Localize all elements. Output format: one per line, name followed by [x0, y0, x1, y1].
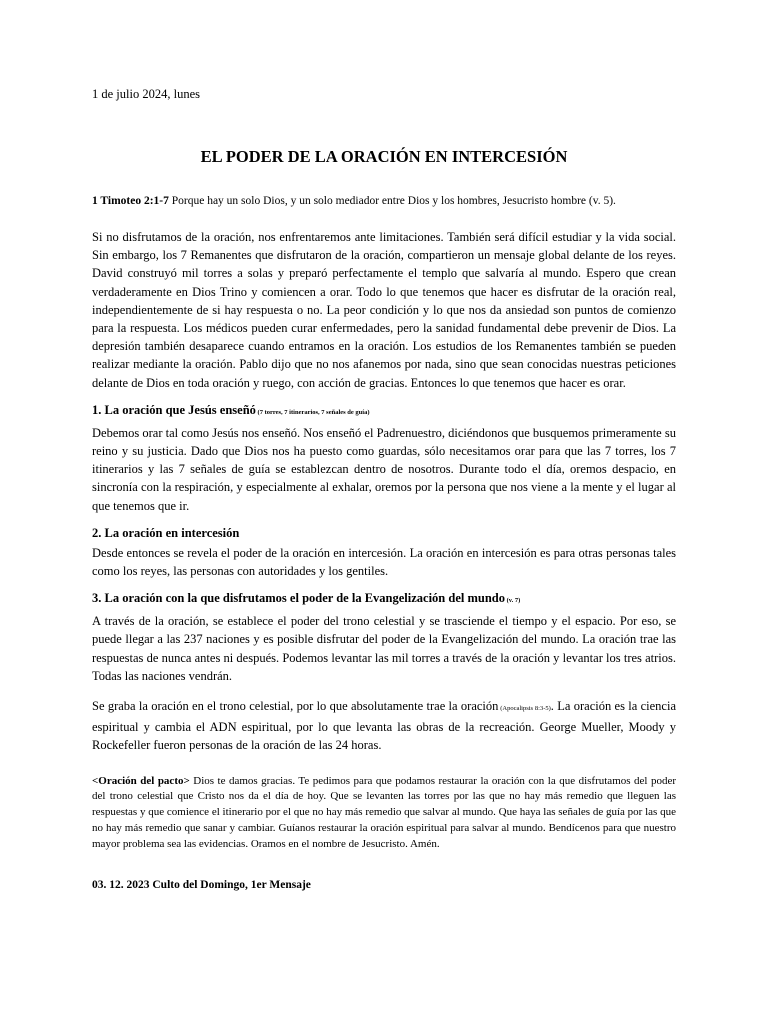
- verse-text: Porque hay un solo Dios, y un solo mediador entre Dios y los hombres, Jesucristo hombre (v. 5).: [168, 195, 616, 207]
- section-body-2: Desde entonces se revela el poder de la oración en intercesión. La oración en intercesión es para otras personas tales como los reyes, las personas con autoridades y los gentiles.: [92, 545, 676, 579]
- body-text: Se graba la oración en el trono celestial, por lo que absolutamente trae la oración: [92, 699, 499, 714]
- intro-paragraph: Si no disfrutamos de la oración, nos enfrentaremos ante limitaciones. También será difícil estudiar y la vida social. Sin embargo, los 7 Remanentes que disfrutaron de la oración, compartieron un mensaje global delante de los reyes. David construyó mil torres a solas y preparó perfectamente el templo que salvaría al mundo. Espero que crean verdaderamente en Dios Trino y comiencen a orar. Todo lo que tenemos que hacer es disfrutar de la oración real, independientemente de si hay respuesta o no. La peor condición y lo que nos da ansiedad son puntos de comienzo para la respuesta. Los médicos pueden curar enfermedades, pero la sanidad fundamental debe prevenir de Dios. La depresión también desaparece cuando entramos en la oración. Los estudios de los Remanentes también se pueden realizar mediante la oración. Pablo dijo que no nos afanemos por nada, sino que sean conocidas nuestras peticiones delante de Dios en toda oración y ruego, con acción de gracias. Entonces lo que tenemos que hacer es orar.: [92, 230, 676, 390]
- prayer-label: <Oración del pacto>: [92, 774, 190, 787]
- section-heading-3: [92, 589, 676, 610]
- document-page: [92, 86, 676, 893]
- scripture-reference: (Apocalipsis 8:3-5): [498, 705, 551, 713]
- message-source: 03. 12. 2023 Culto del Domingo, 1er Mensaje: [92, 878, 311, 891]
- section-heading-note: (v. 7): [505, 597, 521, 605]
- section-body-1: Debemos orar tal como Jesús nos enseñó. Nos enseñó el Padrenuestro, diciéndonos que busquemos primeramente su reino y su justicia. Dado que Dios nos ha puesto como guardas, sólo necesitamos orar para que las 7 torres, los 7 itinerarios y las 7 señales de guía se establezcan dentro de nosotros. Durante todo el día, oremos despacio, en sincronía con la respiración, y especialmente al exhalar, oremos por la persona que nos viene a la mente y el lugar al que tenemos que ir.: [92, 425, 676, 513]
- body-text: . La oración es la ciencia espiritual y cambia el ADN espiritual, por lo que levanta las obras de la recreación. George Mueller, Moody y Rockefeller fueron personas de la oración de las 24 horas.: [92, 699, 676, 753]
- section-heading-note: (7 torres, 7 itinerarios, 7 señales de guía): [255, 408, 370, 416]
- document-title: EL PODER DE LA ORACIÓN EN INTERCESIÓN: [200, 147, 568, 166]
- document-date: 1 de julio 2024, lunes: [92, 87, 200, 101]
- section-body-3: A través de la oración, se establece el poder del trono celestial y se trasciende el tiempo y el espacio. Por eso, se puede llegar a las 237 naciones y es posible disfrutar del poder de la Evangelización del mundo. La oración trae las respuestas de nunca antes ni después. Podemos levantar las mil torres a través de la oración y levantar los tres atrios. Todas las naciones vendrán.: [92, 614, 676, 683]
- verse-reference: 1 Timoteo 2:1-7: [92, 195, 169, 207]
- prayer-text: Dios te damos gracias. Te pedimos para que podamos restaurar la oración con la que disfrutamos del poder del trono celestial que Cristo nos da el día de hoy. Que se levanten las torres por las que no hay más remedio que lleguen las respuestas y que comience el itinerario por el que no hay más remedio que salvar al mundo. Que haya las señales de guía por las que no hay más remedio que sanar y cambiar. Guíanos restaurar la oración espiritual para salvar al mundo. Bendícenos para que nuestro mayor problema sea las evidencias. Oramos en el nombre de Jesucristo. Amén.: [92, 774, 677, 850]
- bible-verse: [92, 193, 676, 209]
- section-heading-text: 1. La oración que Jesús enseñó: [92, 402, 256, 417]
- section-heading-1: [92, 401, 676, 422]
- section-body-3-continued: [92, 697, 676, 755]
- covenant-prayer: [92, 774, 676, 853]
- section-heading-text: 2. La oración en intercesión: [92, 525, 240, 540]
- section-heading-2: [92, 524, 676, 542]
- section-heading-text: 3. La oración con la que disfrutamos el poder de la Evangelización del mundo: [92, 591, 505, 606]
